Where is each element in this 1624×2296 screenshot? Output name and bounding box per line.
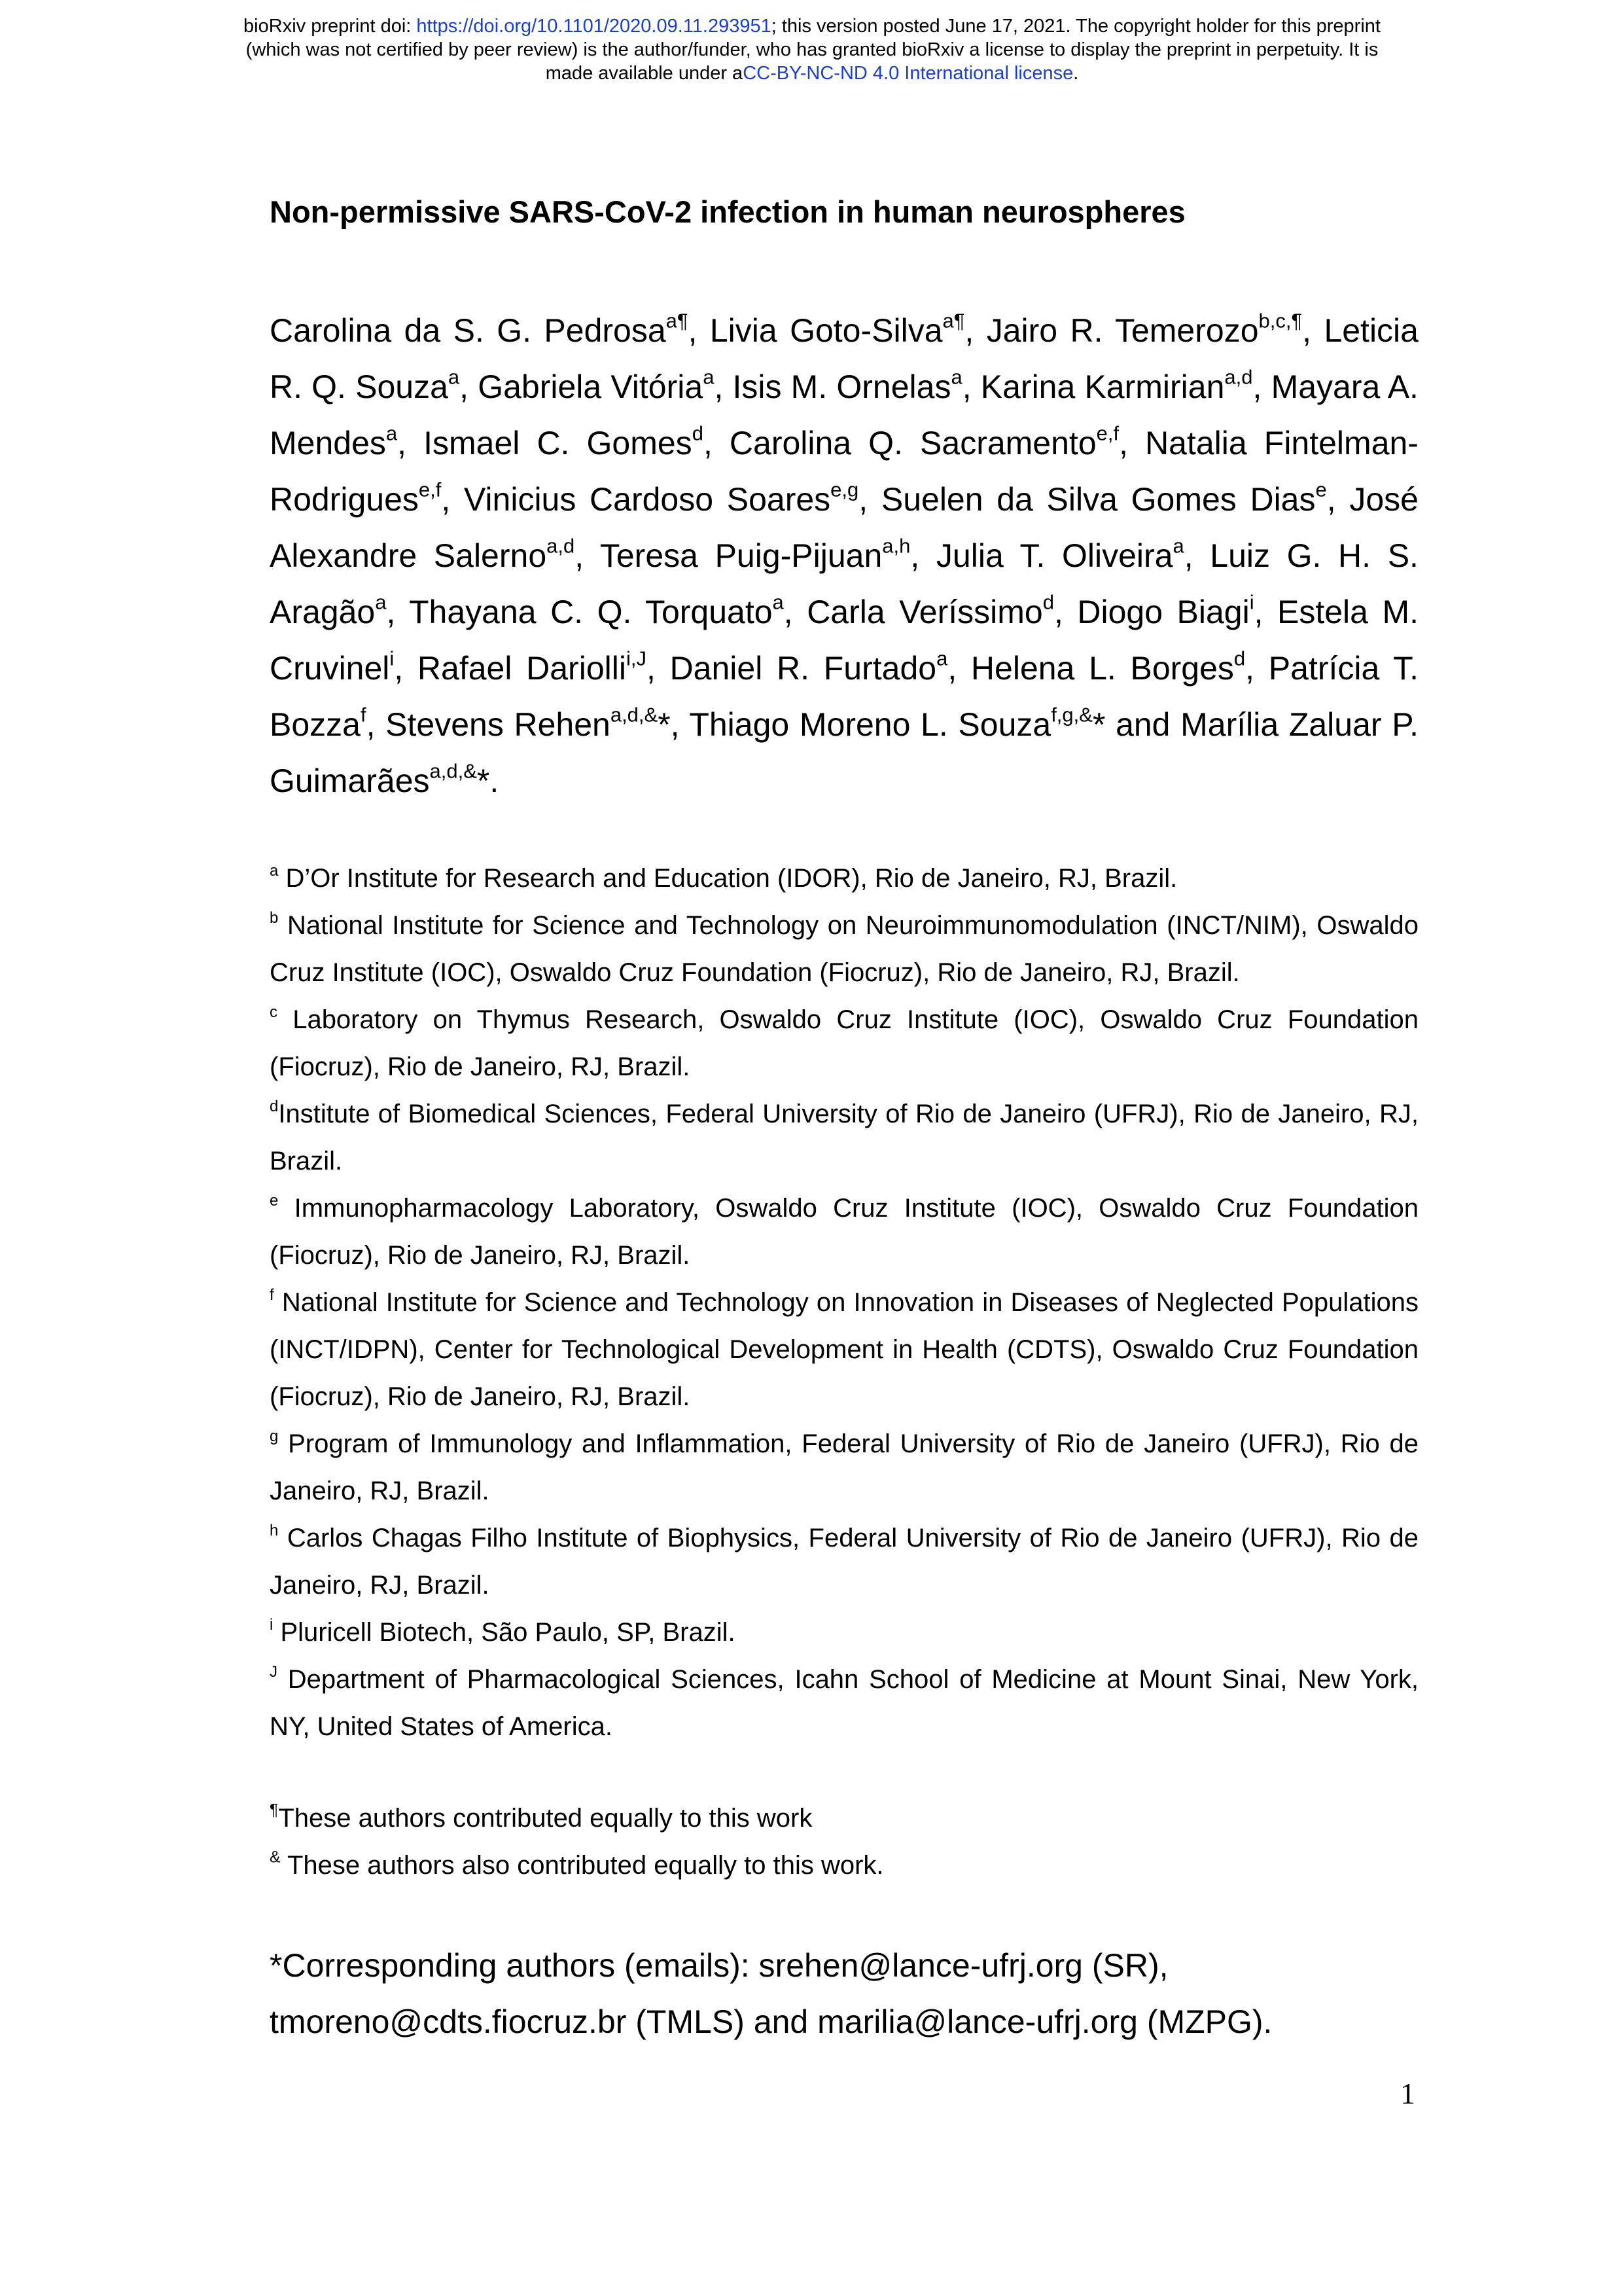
author-name: Isis M. Ornelas bbox=[732, 368, 951, 405]
author-name: Diogo Biagi bbox=[1077, 594, 1250, 630]
author-name: Gabriela Vitória bbox=[478, 368, 703, 405]
author-name: Ismael C. Gomes bbox=[423, 425, 692, 461]
affiliation-mark: J bbox=[270, 1663, 277, 1681]
author-separator: , bbox=[1245, 650, 1269, 687]
affiliation-text: Pluricell Biotech, São Paulo, SP, Brazil. bbox=[273, 1618, 735, 1647]
author-separator: , bbox=[1326, 481, 1350, 518]
affiliation-item bbox=[270, 1515, 1419, 1609]
author-name: Teresa Puig-Pijuan bbox=[599, 537, 883, 574]
author-separator: , bbox=[386, 594, 409, 630]
author-affiliation-mark: f,g,& bbox=[1051, 703, 1093, 726]
affiliation-text: Laboratory on Thymus Research, Oswaldo Cruz Institute (IOC), Oswaldo Cruz Foundation (Fiocruz), Rio de Janeiro, RJ, Brazil. bbox=[270, 1005, 1419, 1081]
author-affiliation-mark: a¶ bbox=[942, 309, 965, 332]
affiliation-text: Immunopharmacology Laboratory, Oswaldo Cruz Institute (IOC), Oswaldo Cruz Foundation (Fiocruz), Rio de Janeiro, RJ, Brazil. bbox=[270, 1194, 1419, 1270]
preprint-header bbox=[118, 14, 1506, 85]
author-separator: , bbox=[441, 481, 464, 518]
affiliation-mark: f bbox=[270, 1286, 274, 1304]
header-line-1: bioRxiv preprint doi: https://doi.org/10.1101/2020.09.11.293951; this version posted June 17, 2021. The copyright holder for this preprint bbox=[243, 16, 1381, 37]
author-name: Patrícia T. Bozza bbox=[270, 650, 1419, 743]
author-affiliation-mark: d bbox=[692, 422, 703, 445]
author-separator: , bbox=[646, 650, 670, 687]
contribution-note bbox=[270, 1842, 1419, 1889]
author-name: Stevens Rehen bbox=[385, 706, 610, 743]
author-separator: , bbox=[688, 312, 710, 349]
author-affiliation-mark: e bbox=[1315, 478, 1327, 501]
author-separator: , bbox=[397, 425, 424, 461]
author-separator: *. bbox=[476, 762, 499, 799]
affiliation-item bbox=[270, 1185, 1419, 1279]
page-number: 1 bbox=[1400, 2077, 1415, 2110]
author-name: Helena L. Borges bbox=[970, 650, 1234, 687]
author-name: Rafael Dariolli bbox=[417, 650, 626, 687]
author-separator: , bbox=[1119, 425, 1146, 461]
author-affiliation-mark: a bbox=[936, 647, 948, 670]
license-link[interactable]: CC-BY-NC-ND 4.0 International license bbox=[743, 63, 1074, 84]
affiliation-text: Program of Immunology and Inflammation, Federal University of Rio de Janeiro (UFRJ), Rio de Janeiro, RJ, Brazil. bbox=[270, 1429, 1419, 1505]
author-separator: , bbox=[1254, 594, 1277, 630]
author-affiliation-mark: e,f bbox=[418, 478, 442, 501]
contribution-text: These authors also contributed equally to this work. bbox=[280, 1851, 884, 1880]
author-separator: * and bbox=[1092, 706, 1181, 743]
affiliation-text: Department of Pharmacological Sciences, Icahn School of Medicine at Mount Sinai, New York, NY, United States of America. bbox=[270, 1665, 1419, 1741]
author-affiliation-mark: a,d,& bbox=[429, 759, 477, 783]
author-affiliation-mark: a,d bbox=[546, 534, 575, 558]
author-affiliation-mark: i bbox=[389, 647, 395, 670]
affiliation-item bbox=[270, 1090, 1419, 1185]
affiliation-mark: h bbox=[270, 1522, 279, 1540]
contribution-text: These authors contributed equally to this work bbox=[278, 1804, 813, 1833]
author-name: Vinicius Cardoso Soares bbox=[463, 481, 831, 518]
author-separator: , bbox=[858, 481, 881, 518]
contribution-mark: & bbox=[270, 1848, 281, 1867]
author-separator: *, bbox=[658, 706, 690, 743]
author-affiliation-mark: a bbox=[385, 422, 398, 445]
author-affiliation-mark: a,h bbox=[882, 534, 911, 558]
author-affiliation-mark: e,f bbox=[1096, 422, 1120, 445]
affiliation-mark: b bbox=[270, 909, 279, 927]
affiliation-text: Carlos Chagas Filho Institute of Biophysics, Federal University of Rio de Janeiro (UFRJ), Rio de Janeiro, RJ, Brazil. bbox=[270, 1524, 1419, 1600]
author-name: Marília Zaluar P. Guimarães bbox=[270, 706, 1419, 799]
author-name: Livia Goto-Silva bbox=[709, 312, 943, 349]
author-separator: , bbox=[366, 706, 386, 743]
affiliation-item bbox=[270, 1420, 1419, 1515]
author-affiliation-mark: a,d,& bbox=[610, 703, 658, 726]
author-separator: , bbox=[964, 312, 987, 349]
author-separator: , bbox=[962, 368, 981, 405]
author-affiliation-mark: a,d bbox=[1224, 365, 1253, 389]
affiliation-text: D’Or Institute for Research and Education (IDOR), Rio de Janeiro, RJ, Brazil. bbox=[278, 864, 1178, 893]
affiliation-item bbox=[270, 996, 1419, 1090]
contribution-note bbox=[270, 1795, 1419, 1842]
author-name: Thiago Moreno L. Souza bbox=[689, 706, 1051, 743]
author-name: Leticia R. Q. Souza bbox=[270, 312, 1419, 405]
author-name: José Alexandre Salerno bbox=[270, 481, 1419, 574]
affiliation-text: Institute of Biomedical Sciences, Federal University of Rio de Janeiro (UFRJ), Rio de Janeiro, RJ, Brazil. bbox=[270, 1100, 1419, 1175]
header-line-3: made available under aCC-BY-NC-ND 4.0 International license. bbox=[545, 63, 1079, 84]
author-list bbox=[270, 302, 1419, 809]
author-affiliation-mark: d bbox=[1042, 590, 1054, 614]
author-name: Carolina Q. Sacramento bbox=[729, 425, 1097, 461]
author-name: Carla Veríssimo bbox=[807, 594, 1043, 630]
header-line-2: (which was not certified by peer review) is the author/funder, who has granted bioRxiv a license to display the preprint in perpetuity. It is bbox=[245, 39, 1379, 60]
affiliation-mark: d bbox=[270, 1098, 279, 1116]
author-name: Jairo R. Temerozo bbox=[986, 312, 1259, 349]
paper-title: Non-permissive SARS-CoV-2 infection in human neurospheres bbox=[270, 194, 1186, 229]
affiliation-item bbox=[270, 1609, 1419, 1656]
affiliation-text: National Institute for Science and Technology on Innovation in Diseases of Neglected Populations (INCT/IDPN), Center for Technological Development in Health (CDTS), Oswaldo Cruz Foundation (Fiocruz), Rio de Janeiro, RJ, Brazil. bbox=[270, 1288, 1419, 1411]
author-affiliation-mark: a bbox=[448, 365, 460, 389]
author-separator: , bbox=[1252, 368, 1271, 405]
author-affiliation-mark: a bbox=[703, 365, 715, 389]
author-name: Natalia Fintelman-Rodrigues bbox=[270, 425, 1419, 518]
author-name: Karina Karmirian bbox=[980, 368, 1225, 405]
corresponding-line-1: *Corresponding authors (emails): srehen@lance-ufrj.org (SR), bbox=[270, 1947, 1169, 1984]
author-separator: , bbox=[910, 537, 936, 574]
author-name: Julia T. Oliveira bbox=[936, 537, 1173, 574]
author-separator: , bbox=[394, 650, 417, 687]
author-name: Daniel R. Furtado bbox=[669, 650, 937, 687]
author-separator: , bbox=[703, 425, 730, 461]
author-separator: , bbox=[1184, 537, 1210, 574]
author-affiliation-mark: i bbox=[1249, 590, 1254, 614]
affiliation-item bbox=[270, 1279, 1419, 1420]
author-name: Carolina da S. G. Pedrosa bbox=[270, 312, 666, 349]
affiliation-item bbox=[270, 855, 1419, 902]
author-separator: , bbox=[459, 368, 478, 405]
affiliation-item bbox=[270, 1656, 1419, 1750]
author-separator: , bbox=[1302, 312, 1324, 349]
doi-link[interactable]: https://doi.org/10.1101/2020.09.11.293951 bbox=[416, 16, 771, 37]
contribution-notes bbox=[270, 1795, 1419, 1889]
author-name: Mayara A. Mendes bbox=[270, 368, 1419, 461]
affiliation-item bbox=[270, 902, 1419, 996]
author-affiliation-mark: f bbox=[360, 703, 366, 726]
contribution-mark: ¶ bbox=[270, 1801, 279, 1820]
author-name: Suelen da Silva Gomes Dias bbox=[881, 481, 1316, 518]
author-affiliation-mark: a bbox=[772, 590, 784, 614]
author-separator: , bbox=[783, 594, 807, 630]
affiliation-text: National Institute for Science and Technology on Neuroimmunomodulation (INCT/NIM), Oswaldo Cruz Institute (IOC), Oswaldo Cruz Foundation (Fiocruz), Rio de Janeiro, RJ, Brazil. bbox=[270, 911, 1419, 987]
author-affiliation-mark: a bbox=[951, 365, 962, 389]
affiliation-mark: i bbox=[270, 1616, 274, 1634]
author-separator: , bbox=[714, 368, 733, 405]
author-affiliation-mark: a bbox=[375, 590, 387, 614]
author-affiliation-mark: b,c,¶ bbox=[1258, 309, 1303, 332]
affiliation-list bbox=[270, 855, 1419, 1750]
affiliation-mark: e bbox=[270, 1192, 279, 1210]
affiliation-mark: c bbox=[270, 1003, 277, 1022]
author-separator: , bbox=[574, 537, 600, 574]
author-affiliation-mark: a bbox=[1173, 534, 1184, 558]
author-name: Estela M. Cruvinel bbox=[270, 594, 1419, 687]
author-affiliation-mark: a¶ bbox=[665, 309, 688, 332]
corresponding-authors bbox=[270, 1937, 1434, 2050]
affiliation-mark: a bbox=[270, 862, 279, 880]
author-separator: , bbox=[1053, 594, 1078, 630]
author-affiliation-mark: i,J bbox=[626, 647, 646, 670]
author-affiliation-mark: e,g bbox=[830, 478, 859, 501]
author-affiliation-mark: d bbox=[1233, 647, 1246, 670]
corresponding-line-2: tmoreno@cdts.fiocruz.br (TMLS) and marilia@lance-ufrj.org (MZPG). bbox=[270, 2003, 1273, 2040]
author-name: Thayana C. Q. Torquato bbox=[408, 594, 773, 630]
affiliation-mark: g bbox=[270, 1427, 279, 1446]
author-separator: , bbox=[947, 650, 971, 687]
author-name: Luiz G. H. S. Aragão bbox=[270, 537, 1419, 630]
